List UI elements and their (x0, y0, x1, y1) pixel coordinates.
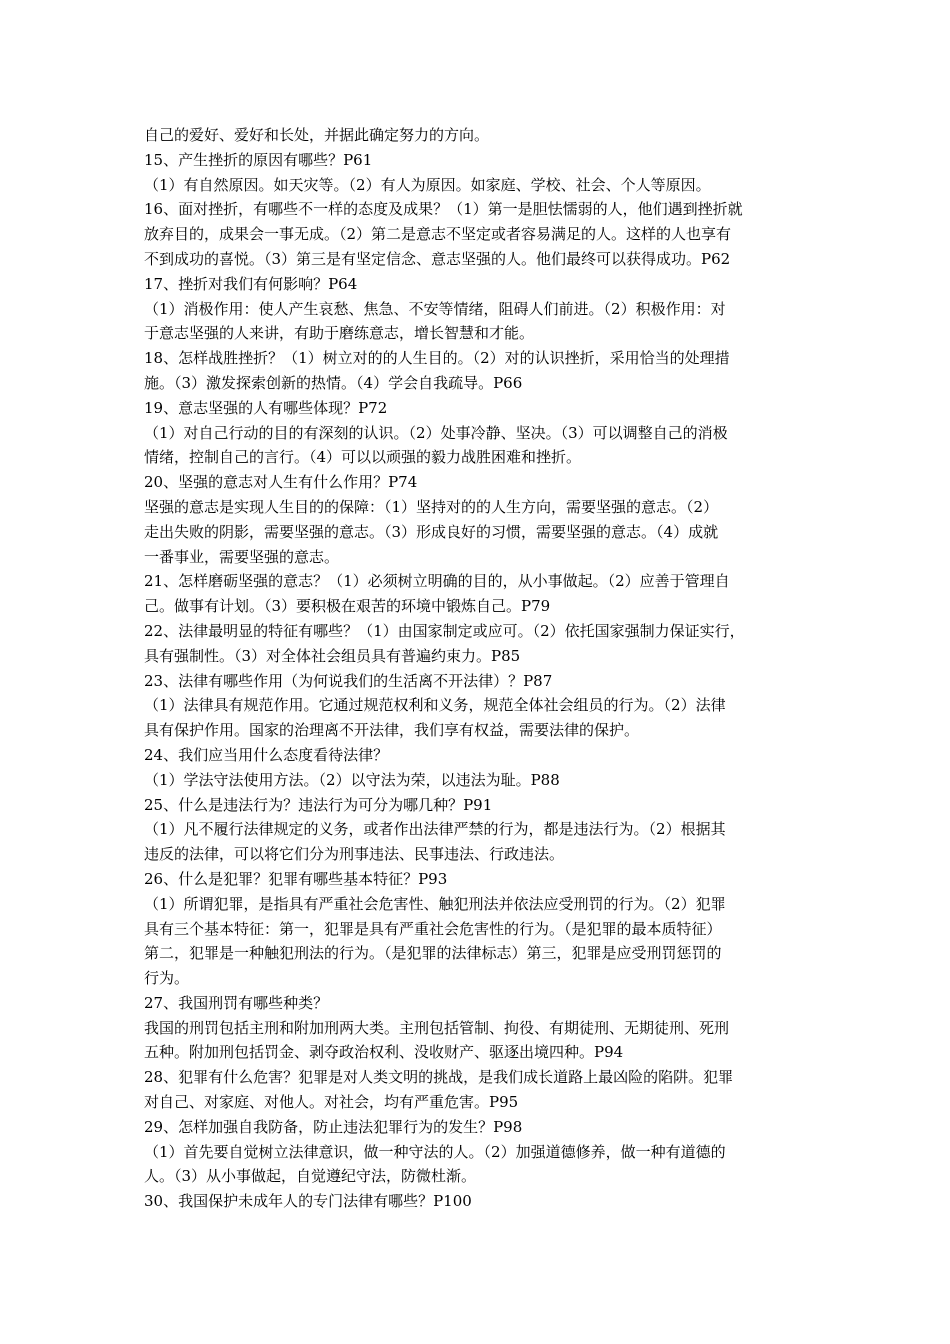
text-line: 我国的刑罚包括主刑和附加刑两大类。主刑包括管制、拘役、有期徒刑、无期徒刑、死刑 (144, 1018, 730, 1037)
question-heading: 17、挫折对我们有何影响？P64 (144, 274, 358, 293)
text-line: 违反的法律，可以将它们分为刑事违法、民事违法、行政违法。 (144, 845, 565, 864)
text-line: 走出失败的阴影，需要坚强的意志。（3）形成良好的习惯，需要坚强的意志。（4）成就 (144, 522, 719, 541)
text-line: （1）凡不履行法律规定的义务，或者作出法律严禁的行为，都是违法行为。（2）根据其 (144, 820, 726, 839)
text-line: 一番事业，需要坚强的意志。 (144, 547, 340, 566)
question-heading: 29、怎样加强自我防备，防止违法犯罪行为的发生？P98 (144, 1117, 523, 1136)
question-heading: 21、怎样磨砺坚强的意志？（1）必须树立明确的目的，从小事做起。（2）应善于管理自 (144, 572, 730, 591)
question-heading: 25、什么是违法行为？违法行为可分为哪几种？P91 (144, 795, 493, 814)
question-heading: 18、怎样战胜挫折？（1）树立对的的人生目的。（2）对的认识挫折，采用恰当的处理措 (144, 349, 730, 368)
question-heading: 19、意志坚强的人有哪些体现？P72 (144, 398, 388, 417)
text-line: （1）有自然原因。如天灾等。（2）有人为原因。如家庭、学校、社会、个人等原因。 (144, 175, 711, 194)
text-line: 坚强的意志是实现人生目的的保障：（1）坚持对的的人生方向，需要坚强的意志。（2） (144, 497, 719, 516)
text-line: （1）学法守法使用方法。（2）以守法为荣，以违法为耻。P88 (144, 770, 560, 789)
text-line: 人。（3）从小事做起，自觉遵纪守法，防微杜渐。 (144, 1167, 477, 1186)
text-line: 具有保护作用。国家的治理离不开法律，我们享有权益，需要法律的保护。 (144, 721, 640, 740)
question-heading: 28、犯罪有什么危害？犯罪是对人类文明的挑战，是我们成长道路上最凶险的陷阱。犯罪 (144, 1068, 734, 1087)
question-heading: 15、产生挫折的原因有哪些？P61 (144, 150, 373, 169)
question-heading: 27、我国刑罚有哪些种类？ (144, 993, 329, 1012)
text-line: 具有强制性。（3）对全体社会组员具有普遍约束力。P85 (144, 646, 521, 665)
text-line: 自己的爱好、爱好和长处，并据此确定努力的方向。 (144, 126, 490, 144)
question-heading: 23、法律有哪些作用（为何说我们的生活离不开法律）？P87 (144, 671, 553, 690)
question-heading: 20、坚强的意志对人生有什么作用？P74 (144, 473, 418, 492)
text-line: 己。做事有计划。（3）要积极在艰苦的环境中锻炼自己。P79 (144, 597, 551, 616)
text-line: 于意志坚强的人来讲，有助于磨练意志，增长智慧和才能。 (144, 324, 535, 343)
text-line: （1）所谓犯罪，是指具有严重社会危害性、触犯刑法并依法应受刑罚的行为。（2）犯罪 (144, 894, 726, 913)
question-heading: 30、我国保护未成年人的专门法律有哪些？P100 (144, 1192, 472, 1211)
text-line: （1）消极作用：使人产生哀愁、焦急、不安等情绪，阻碍人们前进。（2）积极作用：对 (144, 299, 726, 318)
question-heading: 16、面对挫折，有哪些不一样的态度及成果？（1）第一是胆怯懦弱的人，他们遇到挫折就 (144, 200, 743, 219)
text-line: 施。（3）激发探索创新的热情。（4）学会自我疏导。P66 (144, 373, 523, 392)
text-line: 五种。附加刑包括罚金、剥夺政治权利、没收财产、驱逐出境四种。P94 (144, 1043, 624, 1062)
text-line: （1）对自己行动的目的有深刻的认识。（2）处事冷静、坚决。（3）可以调整自己的消极 (144, 423, 728, 442)
text-line: （1）法律具有规范作用。它通过规范权利和义务，规范全体社会组员的行为。（2）法律 (144, 696, 726, 715)
text-line: 不到成功的喜悦。（3）第三是有坚定信念、意志坚强的人。他们最终可以获得成功。P62 (144, 249, 731, 268)
document-body (144, 123, 816, 1214)
text-line: 对自己、对家庭、对他人。对社会，均有严重危害。P95 (144, 1093, 519, 1112)
question-heading: 26、什么是犯罪？犯罪有哪些基本特征？P93 (144, 869, 448, 888)
question-heading: 22、法律最明显的特征有哪些？（1）由国家制定或应可。（2）依托国家强制力保证实行， (144, 621, 745, 640)
text-line: 情绪，控制自己的言行。（4）可以以顽强的毅力战胜困难和挫折。 (144, 448, 582, 467)
text-line: 第二，犯罪是一种触犯刑法的行为。（是犯罪的法律标志）第三，犯罪是应受刑罚惩罚的 (144, 944, 722, 963)
question-heading: 24、我们应当用什么态度看待法律？ (144, 745, 389, 764)
text-line: 具有三个基本特征：第一，犯罪是具有严重社会危害性的行为。（是犯罪的最本质特征） (144, 919, 722, 938)
text-line: 放弃目的，成果会一事无成。（2）第二是意志不坚定或者容易满足的人。这样的人也享有 (144, 225, 732, 244)
text-line: （1）首先要自觉树立法律意识，做一种守法的人。（2）加强道德修养，做一种有道德的 (144, 1142, 726, 1161)
text-line: 行为。 (144, 969, 190, 988)
